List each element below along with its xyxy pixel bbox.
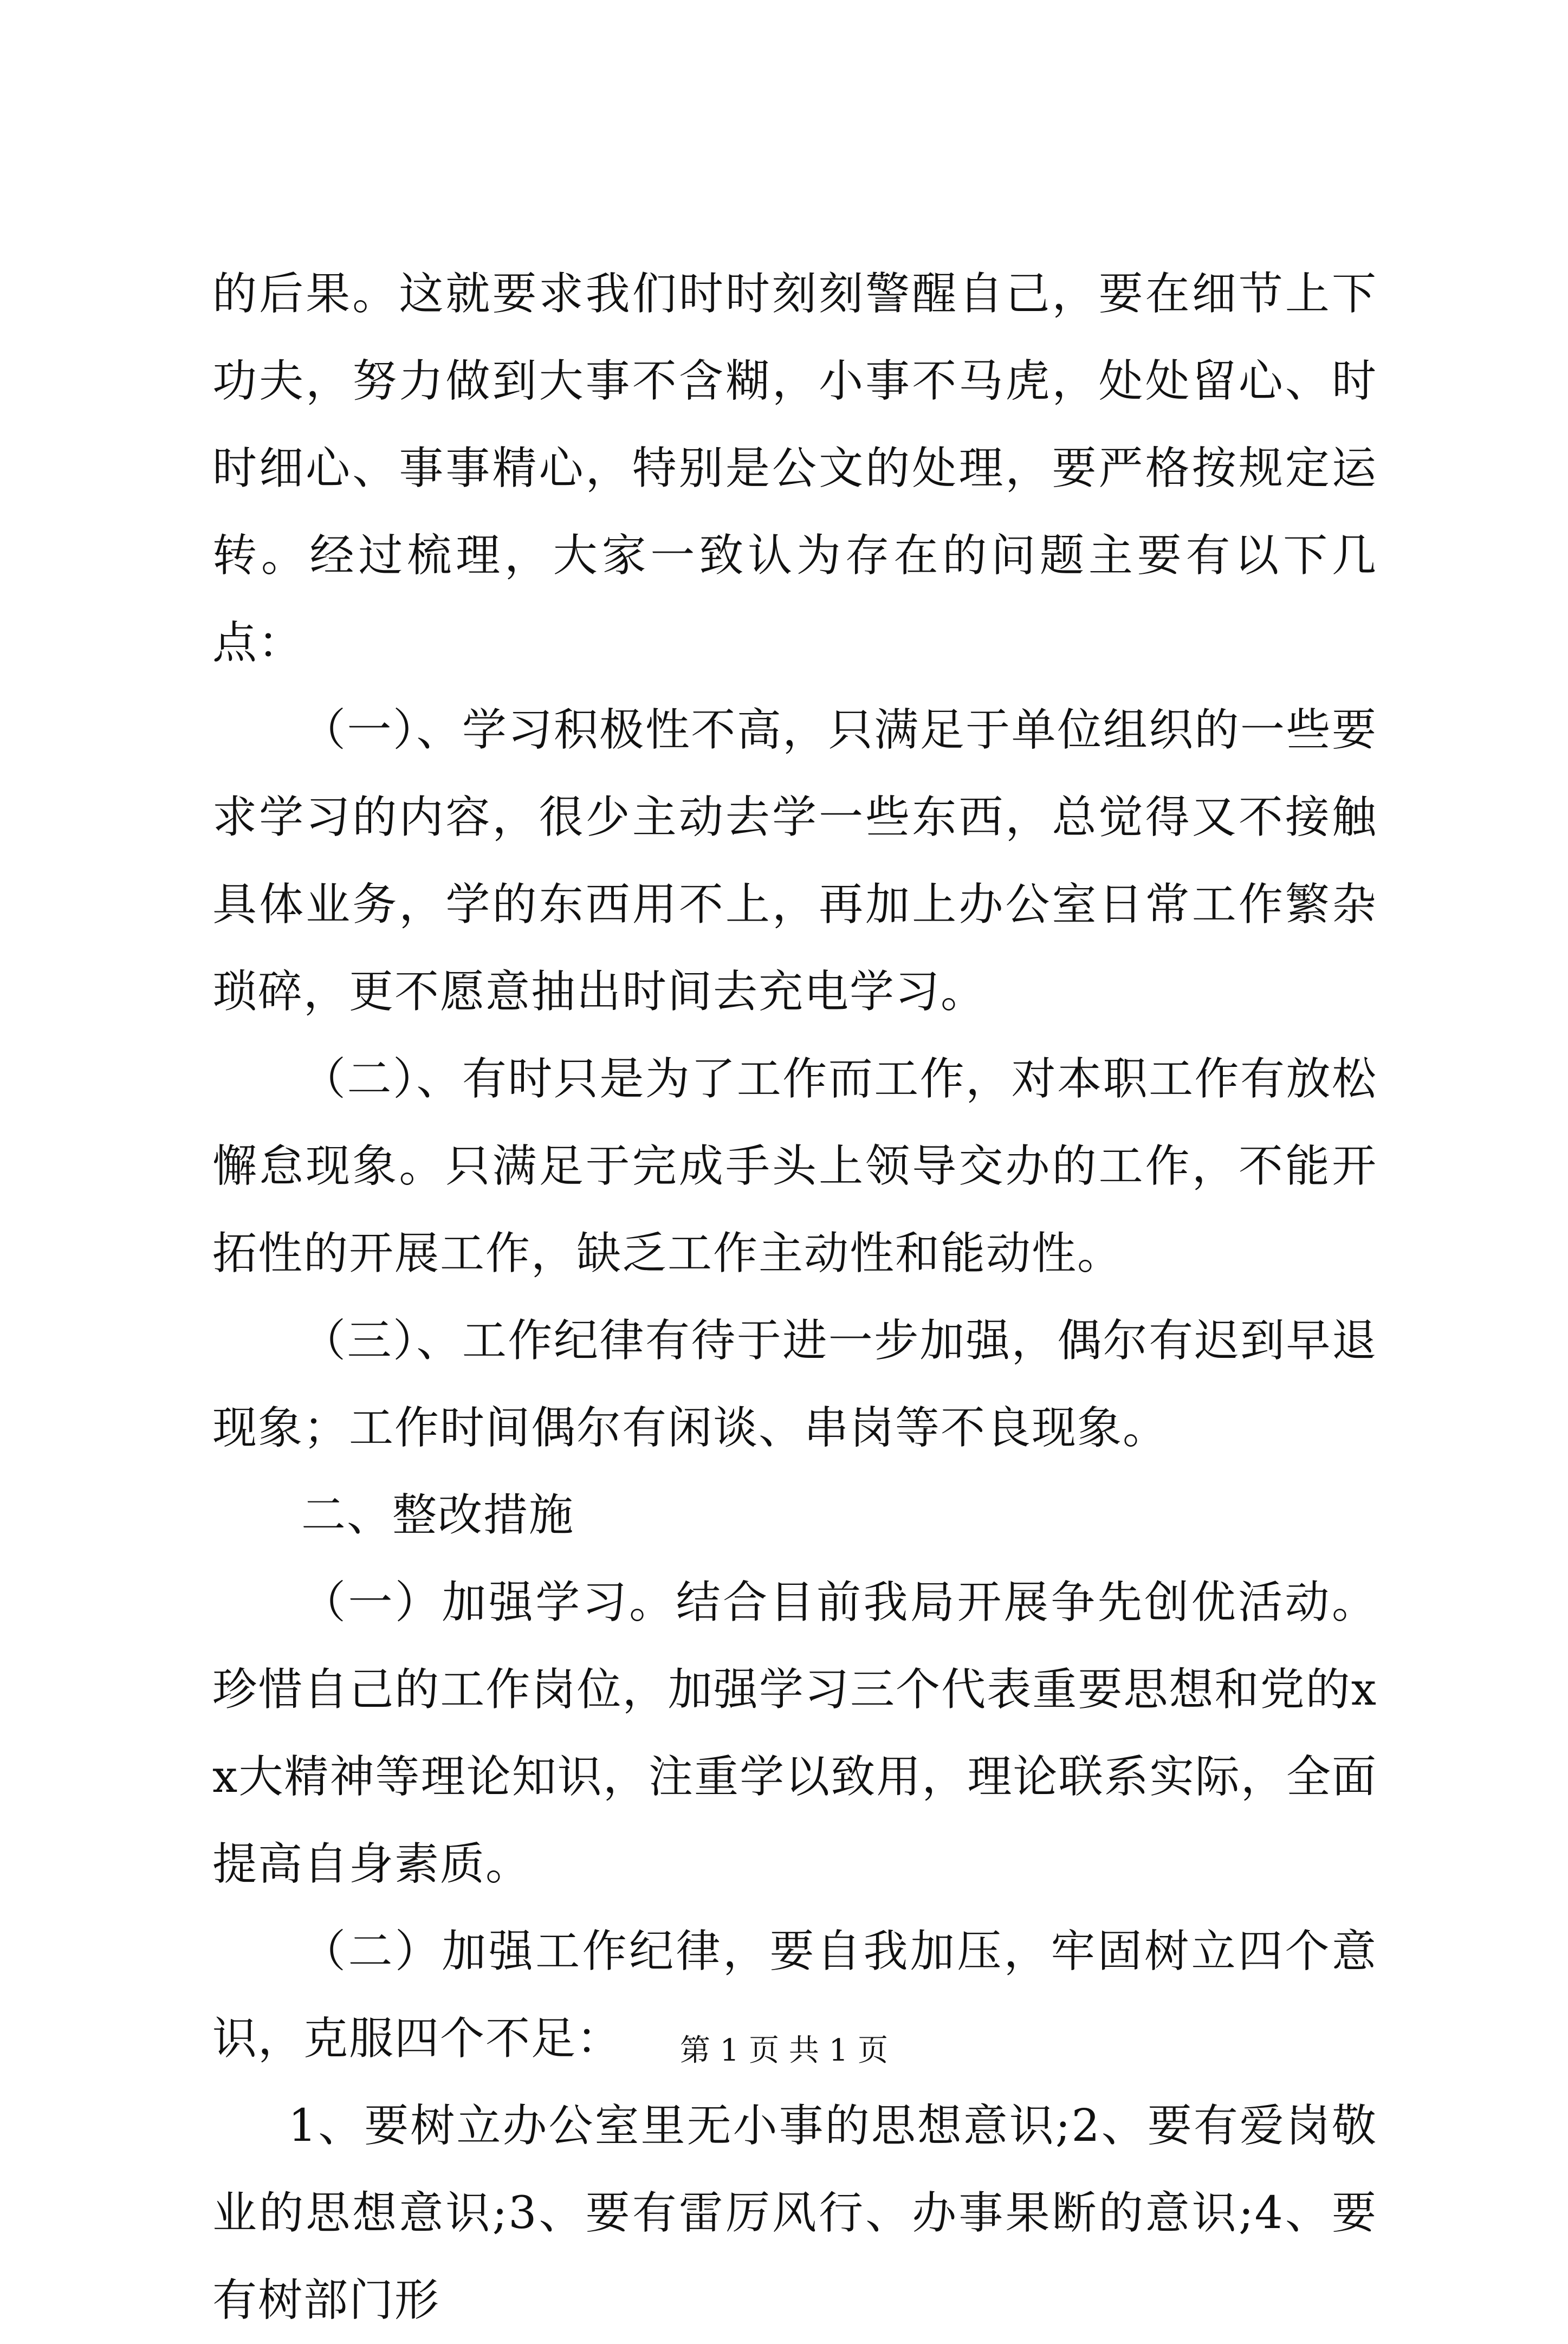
- paragraph-awareness-list: 1、要树立办公室里无小事的思想意识;2、要有爱岗敬业的思想意识;3、要有雷厉风行、办事果断的意识;4、要有树部门形: [212, 2100, 1377, 2326]
- paragraph-continuation: 的后果。这就要求我们时时刻刻警醒自己，要在细节上下功夫，努力做到大事不含糊，小事不马虎，处处留心、时时细心、事事精心，特别是公文的处理，要严格按规定运转。经过梳理，大家一致认为存在的问题主要有以下几点：: [212, 268, 1377, 669]
- paragraph-problem-3: （三）、工作纪律有待于进一步加强，偶尔有迟到早退现象；工作时间偶尔有闲谈、串岗等不良现象。: [212, 1315, 1377, 1454]
- paragraph-problem-2: （二）、有时只是为了工作而工作，对本职工作有放松懈怠现象。只满足于完成手头上领导交办的工作，不能开拓性的开展工作，缺乏工作主动性和能动性。: [212, 1053, 1377, 1279]
- page-footer: 第 1 页 共 1 页: [679, 2033, 889, 2068]
- paragraph-measure-2: （二）加强工作纪律，要自我加压，牢固树立四个意识，克服四个不足：: [212, 1926, 1377, 2064]
- section-heading-measures: 二、整改措施: [301, 1490, 575, 1541]
- paragraph-problem-1: （一）、学习积极性不高，只满足于单位组织的一些要求学习的内容，很少主动去学一些东西，总觉得又不接触具体业务，学的东西用不上，再加上办公室日常工作繁杂琐碎，更不愿意抽出时间去充电学习。: [212, 704, 1377, 1018]
- paragraph-measure-1: （一）加强学习。结合目前我局开展争先创优活动。珍惜自己的工作岗位，加强学习三个代表重要思想和党的xx大精神等理论知识，注重学以致用，理论联系实际，全面提高自身素质。: [212, 1577, 1377, 1890]
